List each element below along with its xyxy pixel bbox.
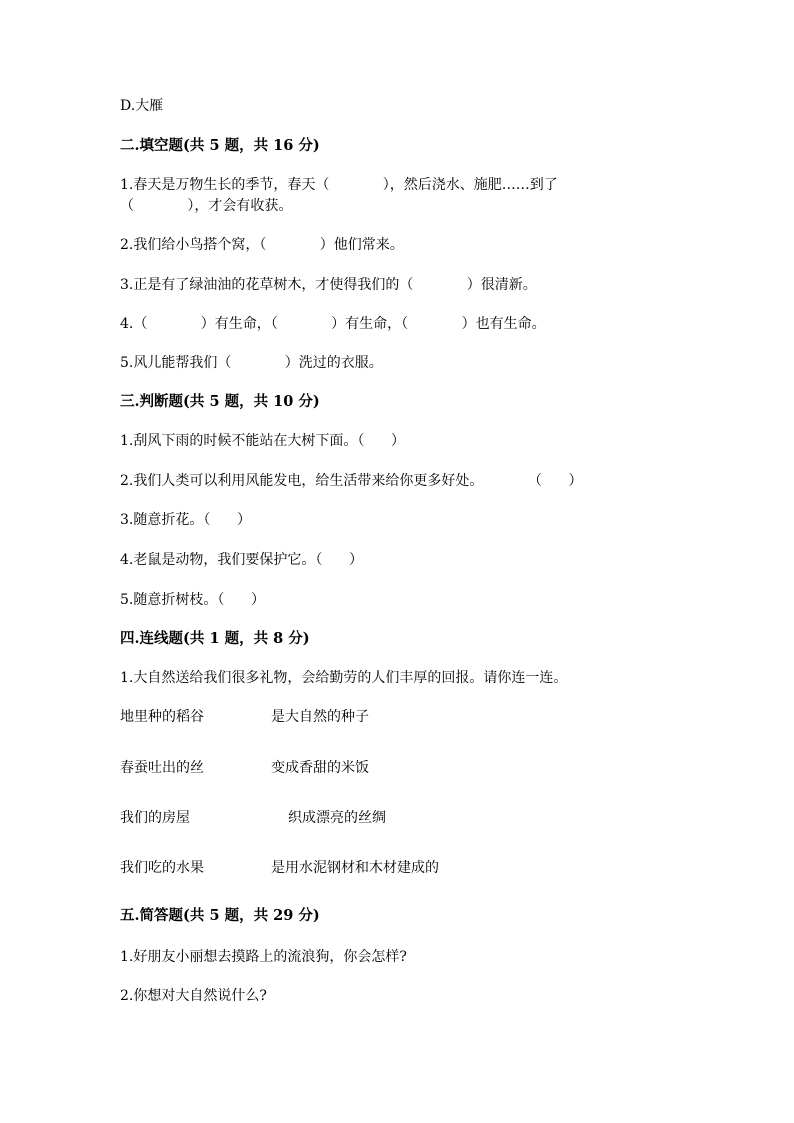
- match-left-item: 春蚕吐出的丝: [120, 760, 204, 776]
- match-left-item: 地里种的稻谷: [120, 709, 204, 725]
- match-left-item: 我们的房屋: [120, 810, 190, 826]
- match-right-item: 是用水泥钢材和木材建成的: [271, 860, 439, 876]
- match-right-item: 变成香甜的米饭: [271, 760, 369, 776]
- match-right-item: 织成漂亮的丝绸: [288, 810, 386, 826]
- fill-question-5: 5.风儿能帮我们（ ）洗过的衣服。: [120, 355, 383, 371]
- judge-question-1: 1.刮风下雨的时候不能站在大树下面。（ ）: [120, 433, 406, 449]
- short-answer-question-2: 2.你想对大自然说什么?: [120, 988, 267, 1004]
- fill-question-3: 3.正是有了绿油油的花草树木，才使得我们的（ ）很清新。: [120, 277, 537, 293]
- judge-question-3: 3.随意折花。（ ）: [120, 512, 252, 528]
- fill-question-1-line-2: （ ），才会有收获。: [120, 198, 293, 214]
- fill-section-heading: 二.填空题(共 5 题，共 16 分): [120, 137, 320, 154]
- match-question-1: 1.大自然送给我们很多礼物，会给勤劳的人们丰厚的回报。请你连一连。: [120, 670, 568, 686]
- judge-question-4: 4.老鼠是动物，我们要保护它。（ ）: [120, 552, 364, 568]
- judge-section-heading: 三.判断题(共 5 题，共 10 分): [120, 393, 320, 410]
- match-section-heading: 四.连线题(共 1 题，共 8 分): [120, 630, 310, 647]
- judge-question-5: 5.随意折树枝。（ ）: [120, 592, 266, 608]
- match-left-item: 我们吃的水果: [120, 860, 204, 876]
- short-answer-section-heading: 五.简答题(共 5 题，共 29 分): [120, 907, 320, 924]
- fill-question-1-line-1: 1.春天是万物生长的季节，春天（ ），然后浇水、施肥……到了: [120, 177, 558, 193]
- fill-question-2: 2.我们给小鸟搭个窝，（ ）他们常来。: [120, 237, 404, 253]
- fill-question-4: 4.（ ）有生命，（ ）有生命，（ ）也有生命。: [120, 316, 546, 332]
- judge-question-2: 2.我们人类可以利用风能发电，给生活带来给你更多好处。 （ ）: [120, 473, 583, 489]
- option-d: D.大雁: [120, 98, 164, 114]
- match-right-item: 是大自然的种子: [271, 709, 369, 725]
- short-answer-question-1: 1.好朋友小丽想去摸路上的流浪狗，你会怎样?: [120, 949, 407, 965]
